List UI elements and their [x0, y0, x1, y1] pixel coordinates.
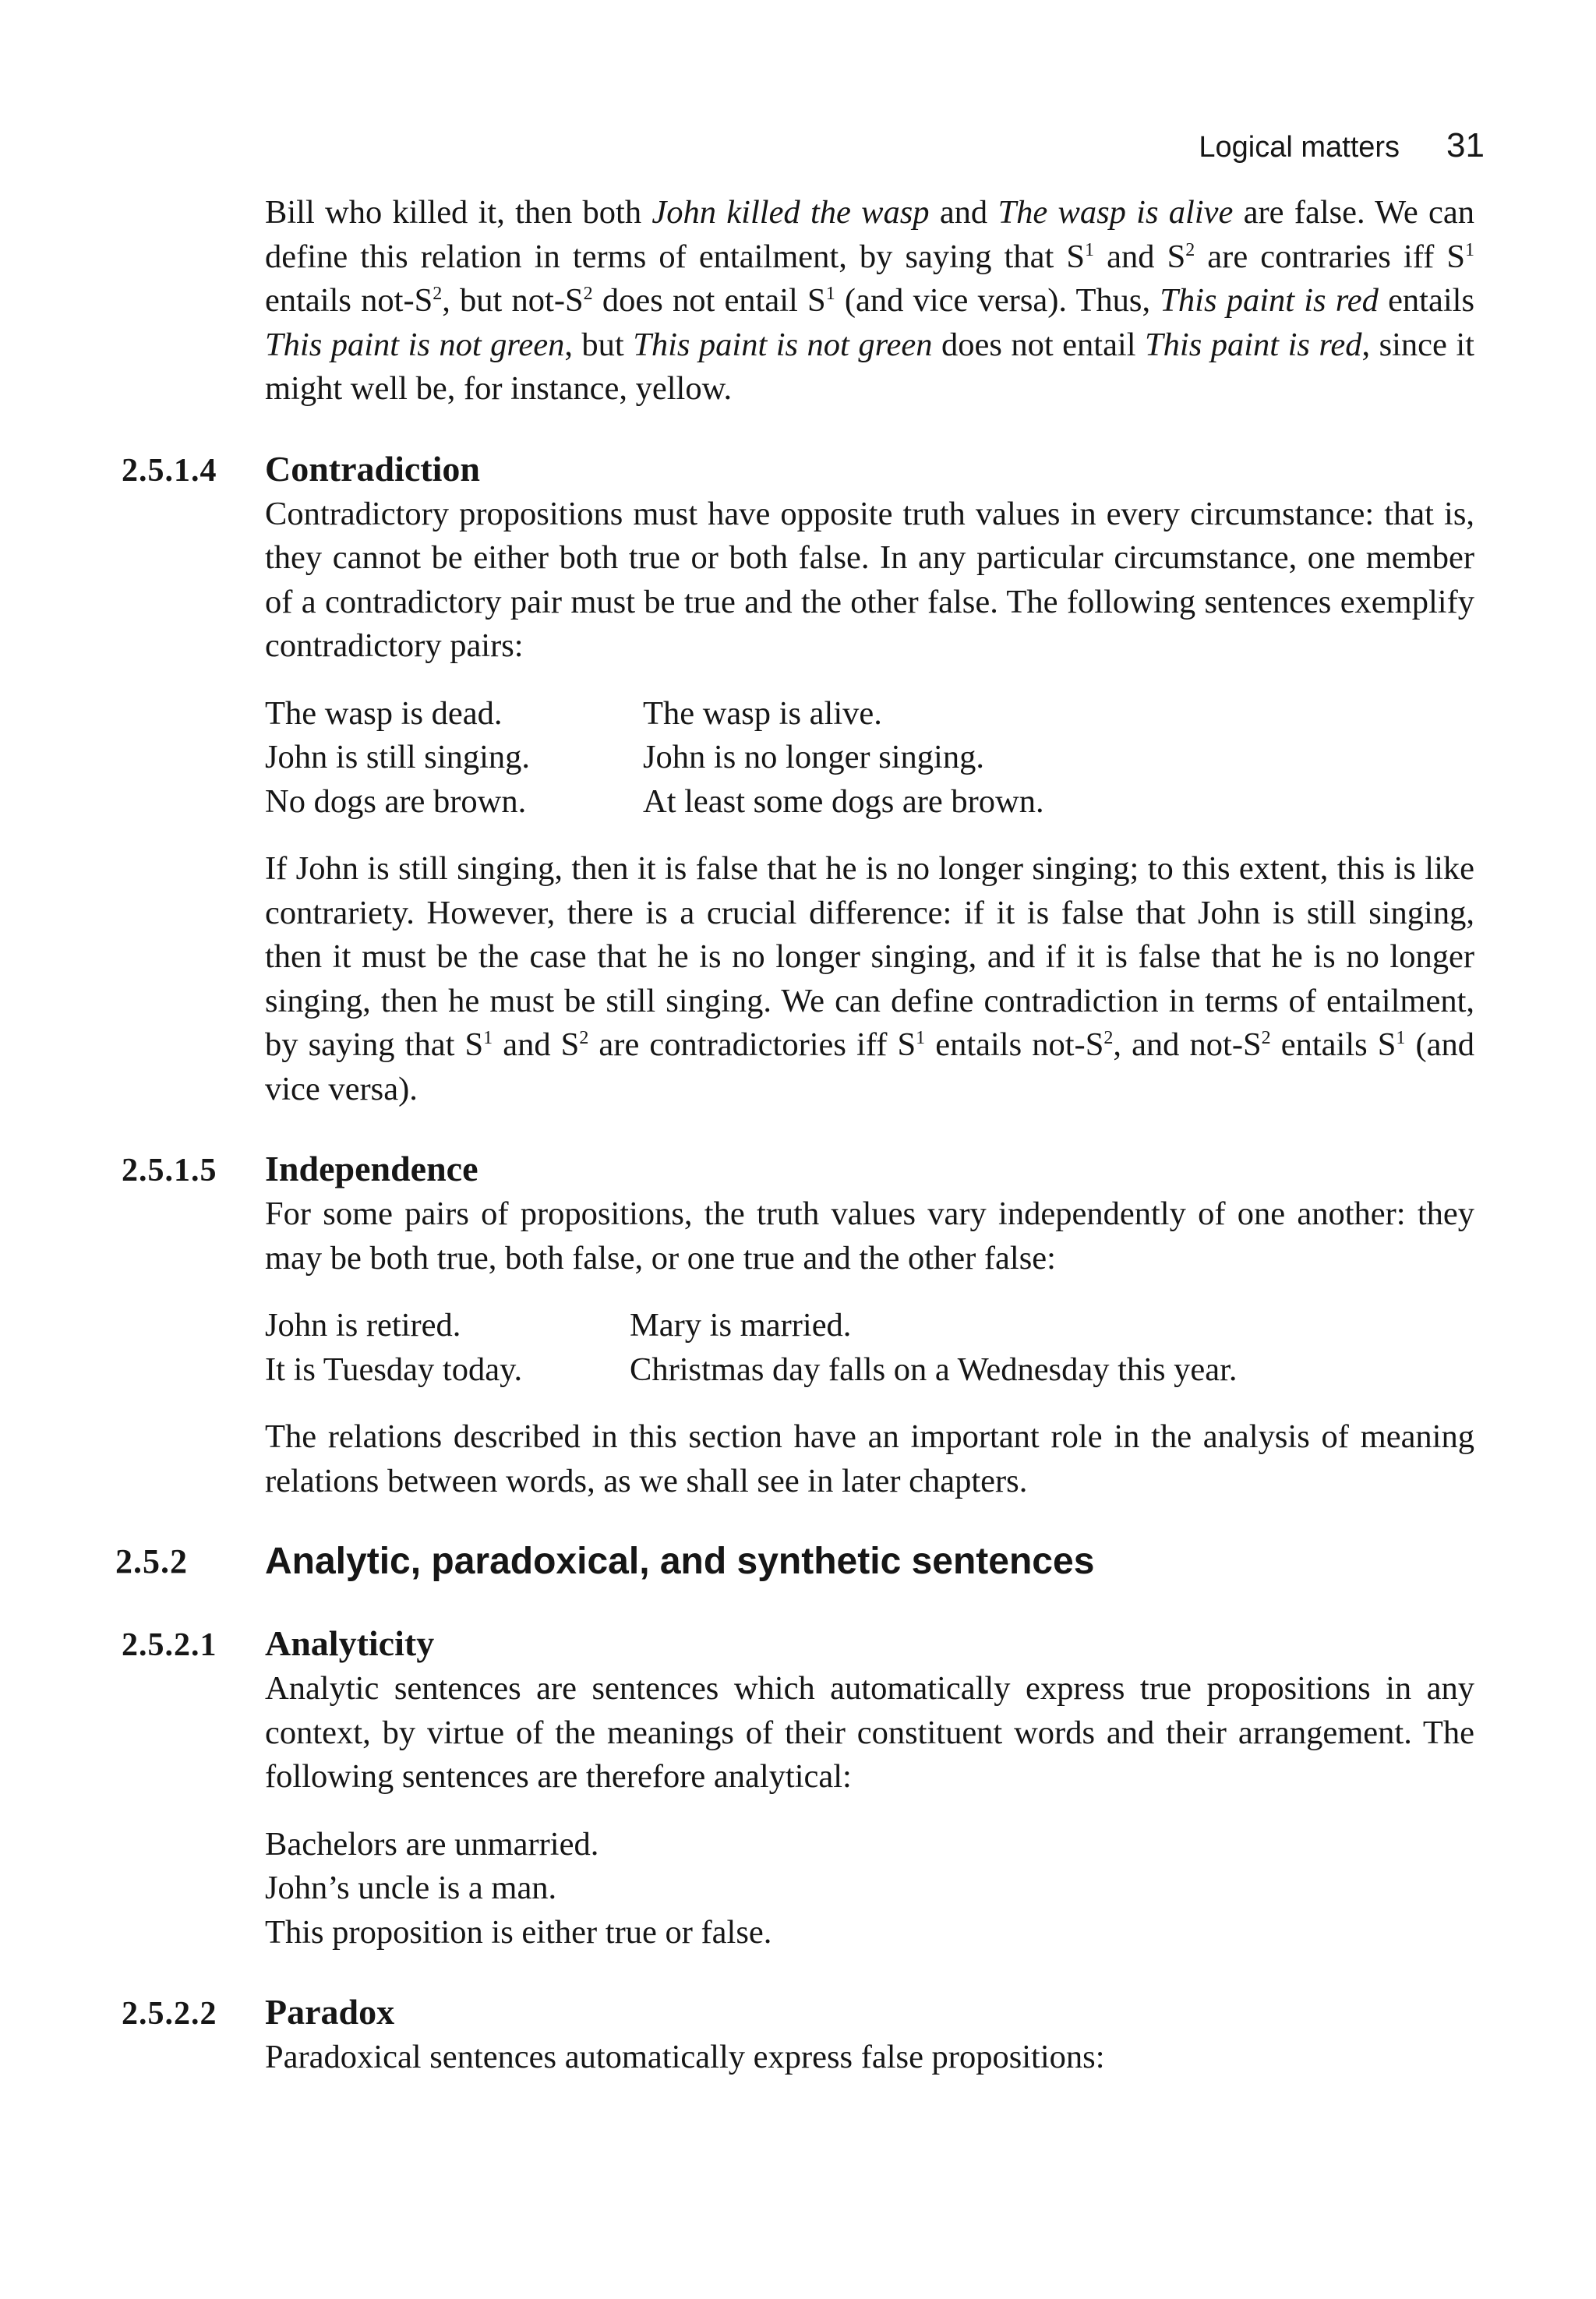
paragraph-relations-closing: The relations described in this section have an important role in the analysis of meaning relations between words, as we shall see in later chapters.	[265, 1418, 1474, 1499]
section-number: 2.5.2.1	[122, 1627, 217, 1663]
page-body	[115, 191, 1475, 2080]
example-left: John is still singing.	[265, 739, 531, 775]
example-right: Mary is married.	[630, 1307, 852, 1344]
example-left: The wasp is dead.	[265, 694, 503, 732]
example-left: John is retired.	[265, 1307, 461, 1344]
heading-analytic-paradoxical-synthetic	[115, 1538, 1474, 1586]
paragraph-paradox-intro: Paradoxical sentences automatically express false propositions:	[265, 2039, 1105, 2075]
paragraph-contradiction-definition: If John is still singing, then it is false that he is no longer singing; to this extent, this is like contrariety. However, there is a crucial difference: if it is false that John is still singing, then it must be the case that he is no longer singing, and if it is false that he is no longer singing, then he must be still singing. We can define contradiction in terms of entailment, by saying that $S^1$ and $S^2$ are contradictories iff $S^1$ entails not-$S^2$, and not-$S^2$ entails $S^1$ (and vice versa).	[265, 850, 1475, 1107]
example-sentence: John’s uncle is a man.	[265, 1870, 557, 1906]
section-title: Analyticity	[265, 1623, 435, 1663]
example-right: At least some dogs are brown.	[643, 782, 1044, 820]
section-number: 2.5.1.4	[122, 452, 217, 489]
independent-pairs	[265, 1304, 1474, 1392]
example-right: Christmas day falls on a Wednesday this year.	[630, 1351, 1238, 1388]
example-pair	[265, 1304, 1474, 1348]
example-pair	[265, 692, 1474, 736]
page-header	[1199, 126, 1485, 165]
paragraph-contradiction-intro: Contradictory propositions must have opposite truth values in every circumstance: that is, they cannot be either both true or both false. In any particular circumstance, one member of a contradictory pair must be true and the other false. The following sentences exemplify contradictory pairs:	[265, 495, 1474, 664]
example-sentence: Bachelors are unmarried.	[265, 1825, 599, 1863]
section-number: 2.5.2.2	[122, 1996, 217, 2032]
example-left: It is Tuesday today.	[265, 1351, 523, 1388]
example-sentence: This proposition is either true or false.	[265, 1913, 772, 1951]
section-number: 2.5.1.5	[122, 1153, 217, 1188]
example-pair	[265, 736, 1474, 780]
example-left: No dogs are brown.	[265, 782, 527, 820]
paragraph-analyticity-intro: Analytic sentences are sentences which automatically express true propositions in any context, by virtue of the meanings of their constituent words and their arrangement. The following sentences are therefore analytical:	[265, 1670, 1474, 1795]
example-right: The wasp is alive.	[643, 694, 882, 732]
running-head: Logical matters	[1199, 131, 1400, 164]
heading-contradiction	[122, 446, 1474, 493]
contradictory-pairs	[265, 692, 1474, 825]
heading-paradox	[122, 1989, 1474, 2036]
paragraph-independence-intro: For some pairs of propositions, the truth values vary independently of one another: they may be both true, both false, or one true and the other false:	[265, 1195, 1474, 1277]
example-pair	[265, 780, 1474, 825]
example-pair	[265, 1348, 1474, 1393]
section-title: Contradiction	[265, 448, 480, 489]
example-right: John is no longer singing.	[643, 739, 984, 775]
analytic-examples	[265, 1823, 1474, 1955]
paragraph-contraries-continued: Bill who killed it, then both John killed the wasp and The wasp is alive are false. We can define this relation in terms of entailment, by saying that $S^1$ and $S^2$ are contraries iff $S^1$ entails not-$S^2$, but not-$S^2$ does not entail $S^1$ (and vice versa). Thus, This paint is red entails This paint is not green, but This paint is not green does not entail This paint is red, since it might well be, for instance, yellow.	[265, 194, 1475, 407]
page-number: 31	[1446, 126, 1485, 164]
section-title: Independence	[265, 1149, 478, 1188]
section-title: Analytic, paradoxical, and synthetic sentences	[265, 1541, 1095, 1582]
section-number: 2.5.2	[115, 1542, 188, 1580]
heading-independence	[122, 1146, 1474, 1192]
section-title: Paradox	[265, 1992, 395, 2032]
heading-analyticity	[122, 1620, 1474, 1667]
